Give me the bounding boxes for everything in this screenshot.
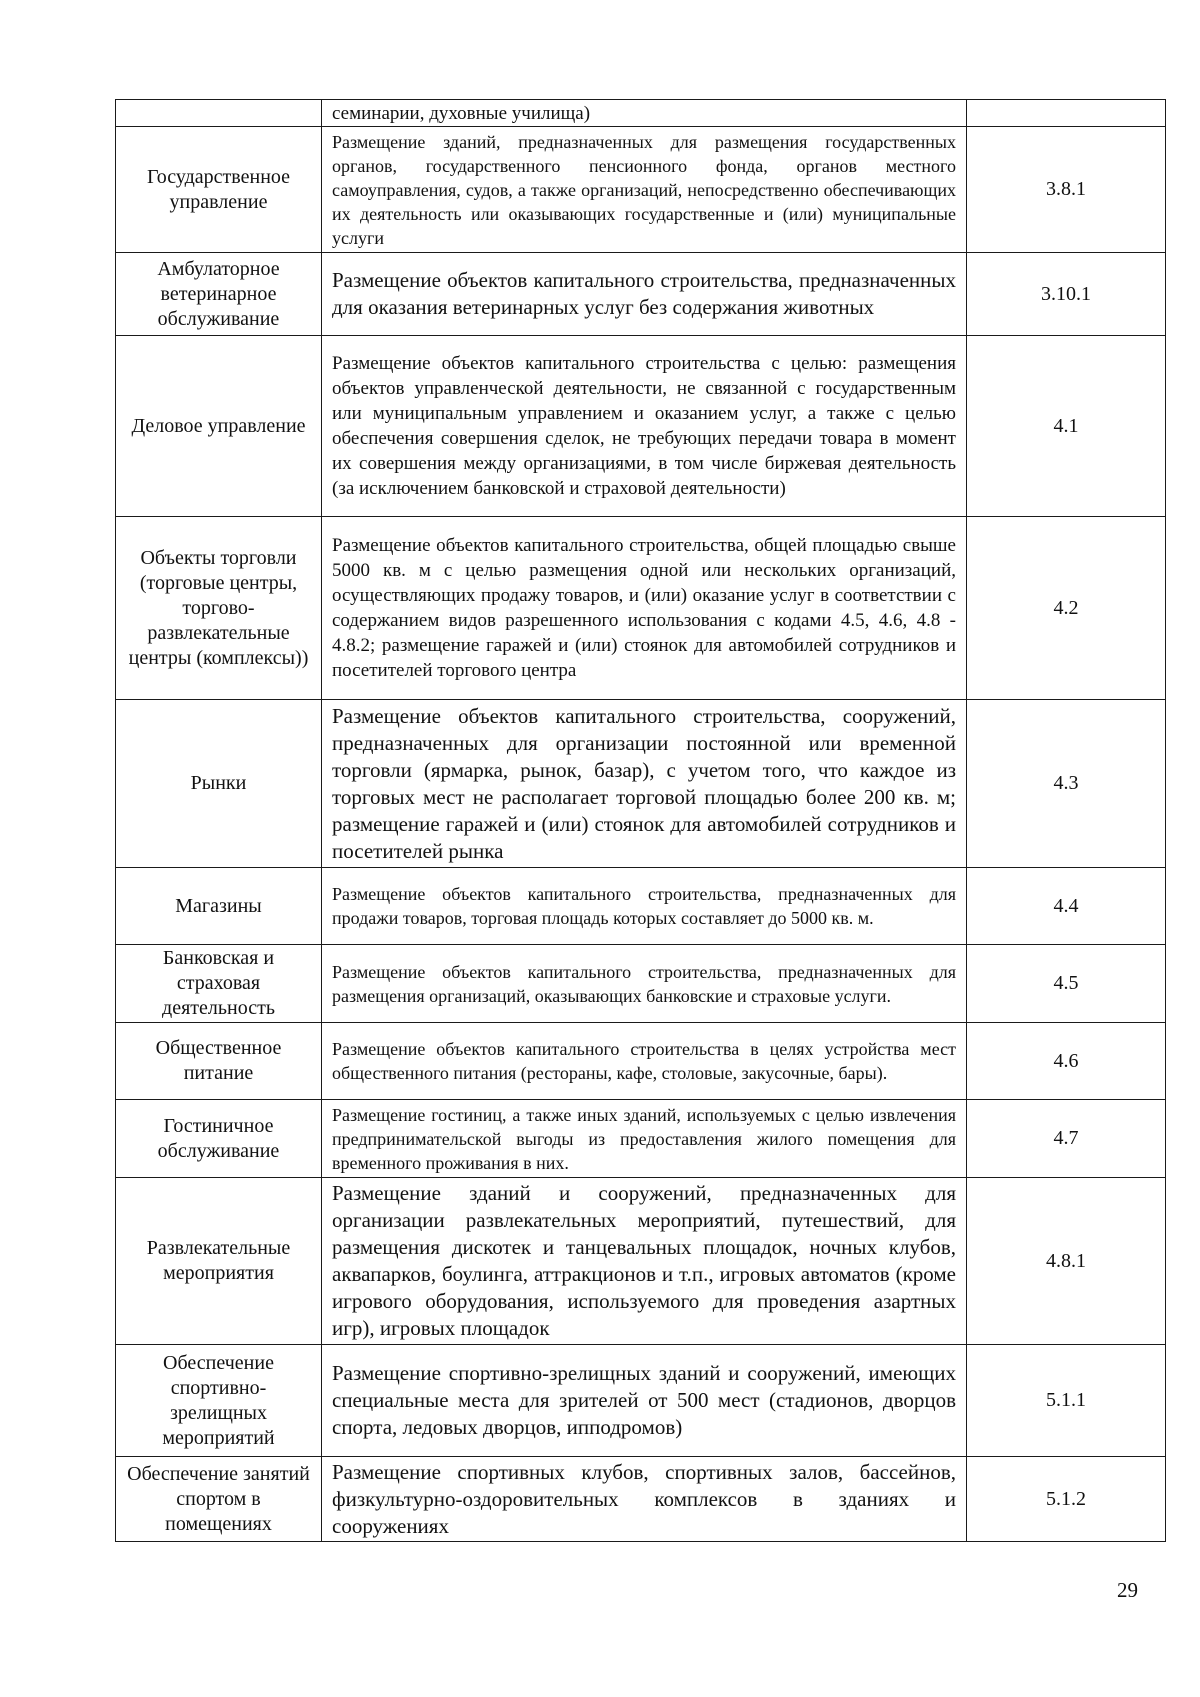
row-name-cell: Развлекательные мероприятия bbox=[116, 1178, 322, 1345]
table-row bbox=[116, 700, 1166, 868]
row-code-cell: 5.1.2 bbox=[967, 1457, 1166, 1542]
row-name-cell bbox=[116, 100, 322, 127]
row-description-cell: Размещение спортивно-зрелищных зданий и сооружений, имеющих специальные места для зрителей от 500 мест (стадионов, дворцов спорта, ледовых дворцов, ипподромов) bbox=[322, 1345, 967, 1457]
table-row bbox=[116, 1023, 1166, 1100]
table-row bbox=[116, 1100, 1166, 1178]
row-code-cell: 5.1.1 bbox=[967, 1345, 1166, 1457]
row-description-cell: Размещение гостиниц, а также иных зданий, используемых с целью извлечения предпринимательской выгоды из предоставления жилого помещения для временного проживания в них. bbox=[322, 1100, 967, 1178]
row-description-cell: Размещение объектов капитального строительства, сооружений, предназначенных для организации постоянной или временной торговли (ярмарка, рынок, базар), с учетом того, что каждое из торговых мест не располагает торговой площадью более 200 кв. м; размещение гаражей и (или) стоянок для автомобилей сотрудников и посетителей рынка bbox=[322, 700, 967, 868]
table-row bbox=[116, 127, 1166, 253]
row-name-cell: Рынки bbox=[116, 700, 322, 868]
row-description-cell: Размещение объектов капитального строительства, предназначенных для продажи товаров, торговая площадь которых составляет до 5000 кв. м. bbox=[322, 868, 967, 945]
row-code-cell: 4.6 bbox=[967, 1023, 1166, 1100]
row-description-cell: Размещение объектов капитального строительства с целью: размещения объектов управленческой деятельности, не связанной с государственным или муниципальным управлением и оказанием услуг, а также с целью обеспечения совершения сделок, не требующих передачи товара в момент их совершения между организациями, в том числе биржевая деятельность (за исключением банковской и страховой деятельности) bbox=[322, 336, 967, 517]
page-number: 29 bbox=[1117, 1578, 1138, 1602]
table-row bbox=[116, 100, 1166, 127]
row-description-cell: Размещение зданий, предназначенных для размещения государственных органов, государственного пенсионного фонда, органов местного самоуправления, судов, а также организаций, непосредственно обеспечивающих их деятельность или оказывающих государственные и (или) муниципальные услуги bbox=[322, 127, 967, 253]
table-row bbox=[116, 253, 1166, 336]
table-row bbox=[116, 1178, 1166, 1345]
row-name-cell: Магазины bbox=[116, 868, 322, 945]
row-description-cell: Размещение объектов капитального строительства, предназначенных для размещения организаций, оказывающих банковские и страховые услуги. bbox=[322, 945, 967, 1023]
row-name-cell: Деловое управление bbox=[116, 336, 322, 517]
row-name-cell: Обеспечение занятий спортом в помещениях bbox=[116, 1457, 322, 1542]
row-code-cell: 4.1 bbox=[967, 336, 1166, 517]
row-name-cell: Банковская и страховая деятельность bbox=[116, 945, 322, 1023]
table-row bbox=[116, 945, 1166, 1023]
table-row bbox=[116, 517, 1166, 700]
row-code-cell: 3.10.1 bbox=[967, 253, 1166, 336]
row-code-cell: 4.4 bbox=[967, 868, 1166, 945]
row-name-cell: Объекты торговли (торговые центры, торгово-развлекательные центры (комплексы)) bbox=[116, 517, 322, 700]
row-name-cell: Государственное управление bbox=[116, 127, 322, 253]
row-description-cell: Размещение спортивных клубов, спортивных залов, бассейнов, физкультурно-оздоровительных комплексов в зданиях и сооружениях bbox=[322, 1457, 967, 1542]
row-code-cell: 4.3 bbox=[967, 700, 1166, 868]
table-row bbox=[116, 1457, 1166, 1542]
row-name-cell: Гостиничное обслуживание bbox=[116, 1100, 322, 1178]
land-use-table bbox=[115, 99, 1166, 1542]
row-name-cell: Общественное питание bbox=[116, 1023, 322, 1100]
row-description-cell: Размещение объектов капитального строительства в целях устройства мест общественного питания (рестораны, кафе, столовые, закусочные, бары). bbox=[322, 1023, 967, 1100]
row-description-cell: семинарии, духовные училища) bbox=[322, 100, 967, 127]
row-name-cell: Обеспечение спортивно-зрелищных мероприятий bbox=[116, 1345, 322, 1457]
row-code-cell: 4.2 bbox=[967, 517, 1166, 700]
row-code-cell: 4.7 bbox=[967, 1100, 1166, 1178]
row-description-cell: Размещение объектов капитального строительства, предназначенных для оказания ветеринарных услуг без содержания животных bbox=[322, 253, 967, 336]
table-row bbox=[116, 1345, 1166, 1457]
table-row bbox=[116, 868, 1166, 945]
row-description-cell: Размещение объектов капитального строительства, общей площадью свыше 5000 кв. м с целью размещения одной или нескольких организаций, осуществляющих продажу товаров, и (или) оказание услуг в соответствии с содержанием видов разрешенного использования с кодами 4.5, 4.6, 4.8 - 4.8.2; размещение гаражей и (или) стоянок для автомобилей сотрудников и посетителей торгового центра bbox=[322, 517, 967, 700]
table-row bbox=[116, 336, 1166, 517]
row-code-cell: 4.8.1 bbox=[967, 1178, 1166, 1345]
row-code-cell: 3.8.1 bbox=[967, 127, 1166, 253]
row-code-cell: 4.5 bbox=[967, 945, 1166, 1023]
row-code-cell bbox=[967, 100, 1166, 127]
row-name-cell: Амбулаторное ветеринарное обслуживание bbox=[116, 253, 322, 336]
row-description-cell: Размещение зданий и сооружений, предназначенных для организации развлекательных мероприятий, путешествий, для размещения дискотек и танцевальных площадок, ночных клубов, аквапарков, боулинга, аттракционов и т.п., игровых автоматов (кроме игрового оборудования, используемого для проведения азартных игр), игровых площадок bbox=[322, 1178, 967, 1345]
